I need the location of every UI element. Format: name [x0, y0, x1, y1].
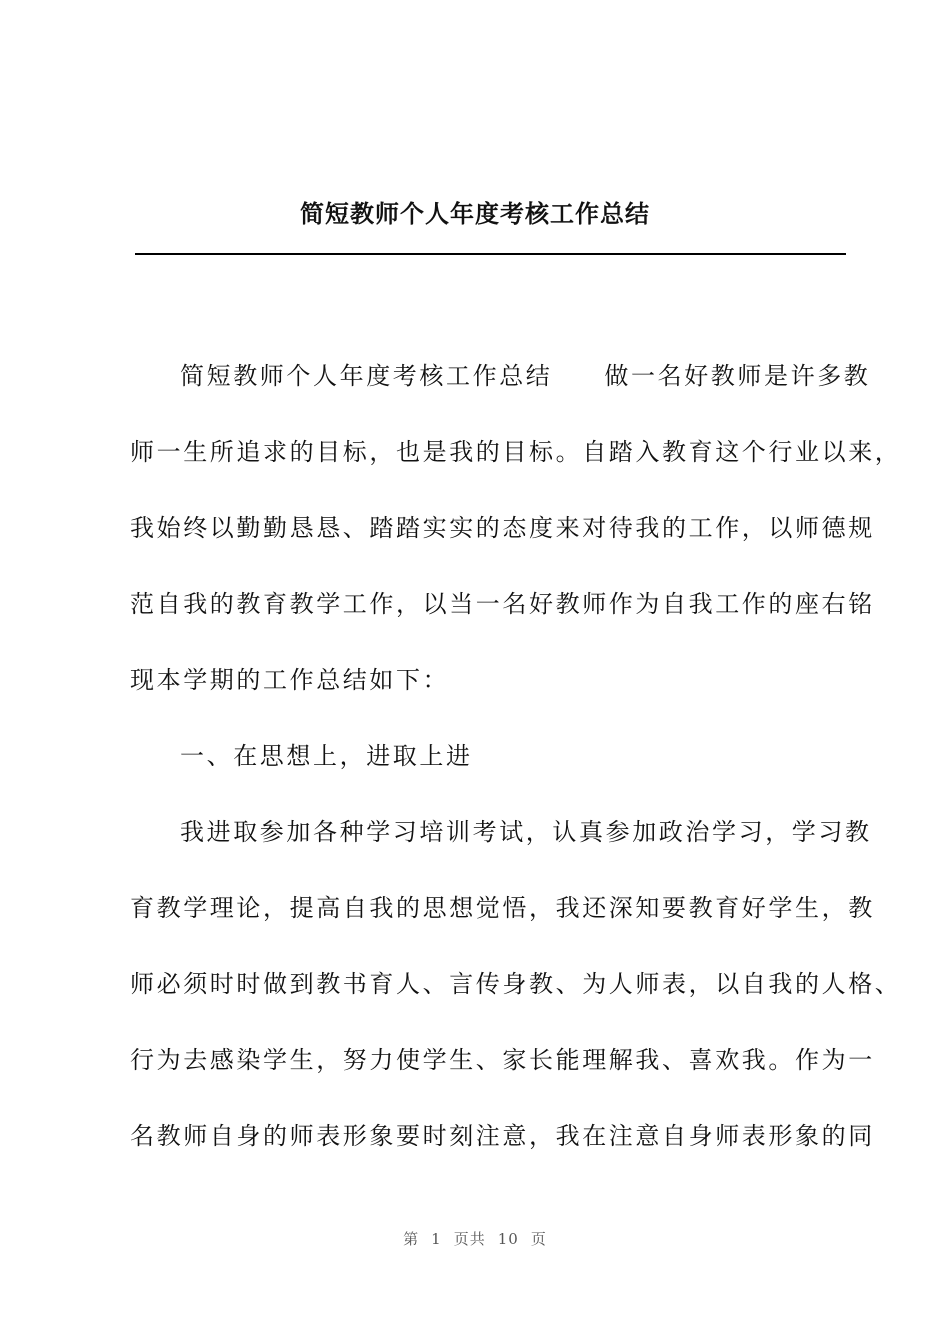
text-segment: 一、在思想上，进取上进	[180, 742, 473, 770]
text-line	[130, 490, 875, 566]
document-title: 简短教师个人年度考核工作总结	[300, 199, 650, 228]
document-body	[130, 338, 902, 1174]
page-footer	[0, 1228, 950, 1249]
text-line	[130, 794, 872, 870]
text-segment: 我始终以勤勤恳恳、踏踏实实的态度来对待我的工作，以师德规	[130, 514, 875, 542]
text-line	[130, 1022, 875, 1098]
title-underline	[135, 253, 846, 255]
text-segment: 行为去感染学生，努力使学生、家长能理解我、喜欢我。作为一	[130, 1046, 875, 1074]
text-line	[130, 870, 875, 946]
text-line	[130, 718, 860, 794]
footer-middle: 页共	[453, 1230, 486, 1248]
footer-total-pages: 10	[497, 1230, 519, 1248]
text-segment: 做一名好教师是许多教	[604, 362, 871, 390]
footer-suffix: 页	[530, 1230, 547, 1248]
footer-page-number: 1	[431, 1230, 442, 1248]
footer-prefix: 第	[403, 1230, 420, 1248]
text-segment: 育教学理论，提高自我的思想觉悟，我还深知要教育好学生，教	[130, 894, 875, 922]
text-line	[130, 1098, 875, 1174]
text-segment: 现本学期的工作总结如下：	[130, 666, 450, 694]
text-segment: 师一生所追求的目标，也是我的目标。自踏入教育这个行业以来，	[130, 438, 902, 466]
text-segment: 简短教师个人年度考核工作总结	[180, 362, 553, 390]
text-segment: 范自我的教育教学工作，以当一名好教师作为自我工作的座右铭	[130, 590, 875, 618]
text-line	[130, 642, 860, 718]
text-segment: 名教师自身的师表形象要时刻注意，我在注意自身师表形象的同	[130, 1122, 875, 1150]
text-segment: 师必须时时做到教书育人、言传身教、为人师表，以自我的人格、	[130, 970, 902, 998]
text-line	[130, 946, 902, 1022]
text-segment: 我进取参加各种学习培训考试，认真参加政治学习，学习教	[180, 818, 872, 846]
text-line	[130, 414, 902, 490]
text-line	[130, 338, 871, 414]
text-line	[130, 566, 875, 642]
